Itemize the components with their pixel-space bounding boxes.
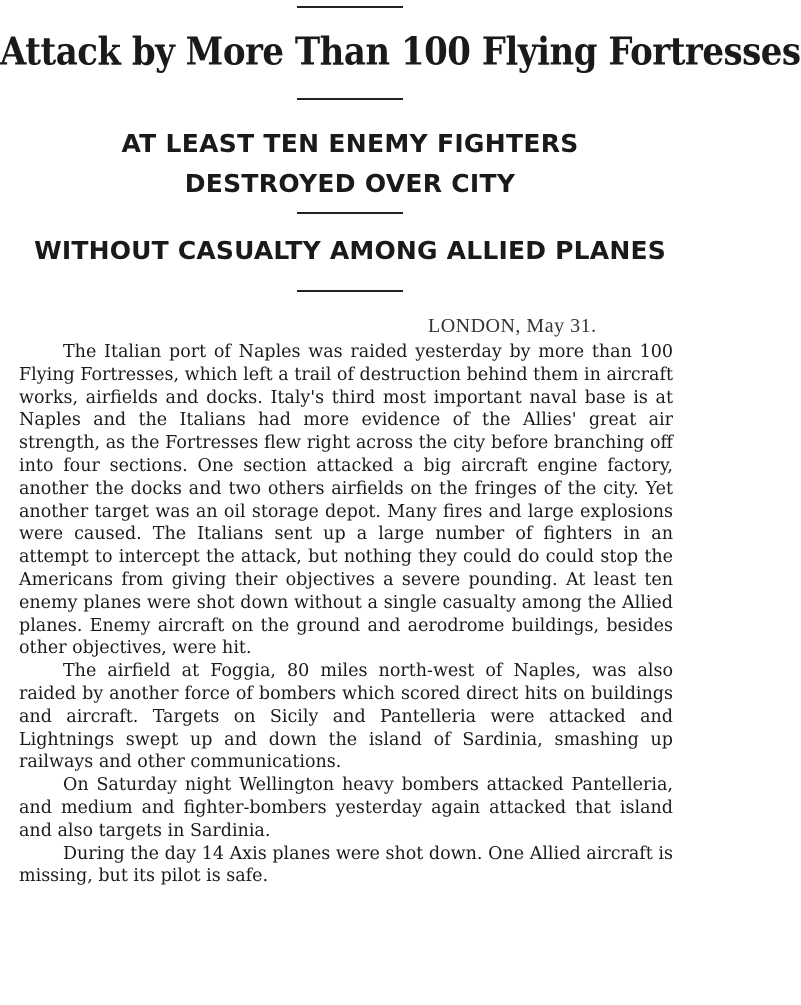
- paragraph-4: During the day 14 Axis planes were shot down. One Allied aircraft is missing, but its pilot is safe.: [19, 843, 673, 887]
- paragraph-2: The airfield at Foggia, 80 miles north-west of Naples, was also raided by another force of bombers which scored direct hits on buildings and aircraft. Targets on Sicily and Pantelleria were attacked and Lightnings swept up and down the island of Sardinia, smashing up railways and other communications.: [19, 661, 673, 773]
- divider-rule-3: [297, 290, 403, 292]
- subheadline-2: WITHOUT CASUALTY AMONG ALLIED PLANES: [34, 236, 666, 265]
- top-divider-rule: [297, 6, 403, 8]
- subheadline-1: AT LEAST TEN ENEMY FIGHTERS DESTROYED OVER CITY: [121, 129, 579, 198]
- divider-rule-1: [297, 98, 403, 100]
- paragraph-3: On Saturday night Wellington heavy bombers attacked Pantelleria, and medium and fighter-bombers yesterday again attacked that island and also targets in Sardinia.: [19, 775, 673, 841]
- article-body: [19, 341, 673, 888]
- paragraph-1: The Italian port of Naples was raided yesterday by more than 100 Flying Fortresses, which left a trail of destruction behind them in aircraft works, airfields and docks. Italy's third most important naval base is at Naples and the Italians had more evidence of the Allies' great air strength, as the Fortresses flew right across the city before branching off into four sections. One section attacked a big aircraft engine factory, another the docks and two others airfields on the fringes of the city. Yet another target was an oil storage depot. Many fires and large explosions were caused. The Italians sent up a large number of fighters in an attempt to intercept the attack, but nothing they could do could stop the Americans from giving their objectives a severe pounding. At least ten enemy planes were shot down without a single casualty among the Allied planes. Enemy aircraft on the ground and aerodrome buildings, besides other objectives, were hit.: [19, 342, 673, 659]
- headline: Attack by More Than 100 Flying Fortresses: [0, 30, 801, 75]
- dateline: LONDON, May 31.: [428, 315, 597, 337]
- divider-rule-2: [297, 212, 403, 214]
